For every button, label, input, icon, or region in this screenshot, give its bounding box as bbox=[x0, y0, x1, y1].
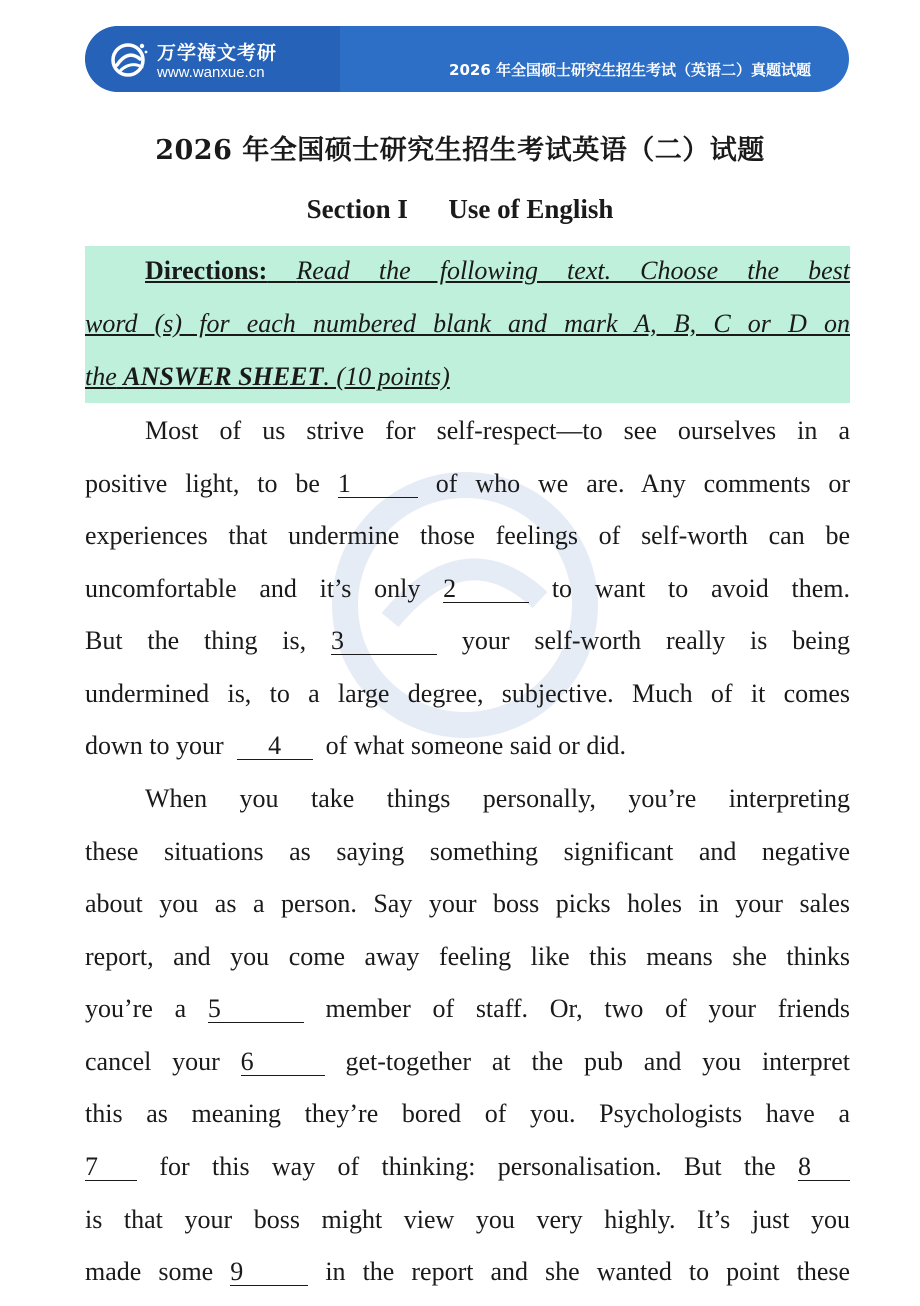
directions-points: . (10 points) bbox=[323, 362, 450, 391]
section-heading: Section I Use of English bbox=[306, 194, 614, 224]
blank-3: 3 bbox=[331, 628, 437, 655]
passage-line: down to your 4 of what someone said or did. bbox=[85, 731, 627, 760]
passage-line: But the thing is, 3 your self-worth really is being bbox=[85, 626, 850, 655]
passage-line: When you take things personally, you’re interpreting bbox=[145, 784, 850, 813]
header-banner bbox=[85, 26, 849, 92]
blank-8: 8 bbox=[798, 1154, 850, 1181]
passage-line: positive light, to be 1 of who we are. Any comments or bbox=[85, 469, 851, 498]
passage-line: these situations as saying something significant and negative bbox=[85, 837, 850, 866]
banner-title: 2026 年全国硕士研究生招生考试（英语二）真题试题 bbox=[449, 61, 811, 79]
directions-text-3: the bbox=[85, 362, 117, 391]
document-title: 2026 年全国硕士研究生招生考试英语（二）试题 bbox=[155, 135, 765, 166]
passage-line: undermined is, to a large degree, subjective. Much of it comes bbox=[85, 679, 850, 708]
passage-line: Most of us strive for self-respect—to see ourselves in a bbox=[145, 416, 850, 445]
brand-name: 万学海文考研 bbox=[157, 42, 278, 64]
directions-line-2: word (s) for each numbered blank and mark A, B, C or D on bbox=[85, 309, 850, 338]
directions-line-3 bbox=[85, 362, 850, 392]
passage-line: cancel your 6 get-together at the pub and you interpret bbox=[85, 1047, 851, 1076]
answer-sheet-label: ANSWER SHEET bbox=[123, 362, 324, 391]
directions-box bbox=[85, 246, 850, 403]
directions-label: Directions: bbox=[145, 256, 268, 285]
blank-7: 7 bbox=[85, 1154, 137, 1181]
passage-line: report, and you come away feeling like this means she thinks bbox=[85, 942, 850, 971]
directions-line-1 bbox=[85, 256, 850, 286]
passage-line: you’re a 5 member of staff. Or, two of your friends bbox=[85, 994, 851, 1023]
passage-line: uncomfortable and it’s only 2 to want to avoid them. bbox=[85, 574, 850, 603]
blank-1: 1 bbox=[338, 471, 418, 498]
wanxue-logo-icon bbox=[109, 39, 149, 79]
blank-5: 5 bbox=[208, 996, 304, 1023]
directions-text-1: Read the following text. Choose the best bbox=[296, 256, 850, 285]
brand-url: www.wanxue.cn bbox=[157, 64, 265, 81]
blank-4: 4 bbox=[237, 733, 313, 760]
blank-6: 6 bbox=[241, 1049, 325, 1076]
blank-9: 9 bbox=[230, 1259, 308, 1286]
passage-line: about you as a person. Say your boss picks holes in your sales bbox=[85, 889, 850, 918]
passage-line: made some 9 in the report and she wanted to point these bbox=[85, 1257, 851, 1286]
blank-2: 2 bbox=[443, 576, 529, 603]
passage-line: is that your boss might view you very highly. It’s just you bbox=[85, 1205, 850, 1234]
passage-line: 7 for this way of thinking: personalisation. But the 8 bbox=[85, 1151, 850, 1183]
passage-line: this as meaning they’re bored of you. Psychologists have a bbox=[85, 1099, 850, 1128]
passage-line: experiences that undermine those feelings of self-worth can be bbox=[85, 521, 850, 550]
